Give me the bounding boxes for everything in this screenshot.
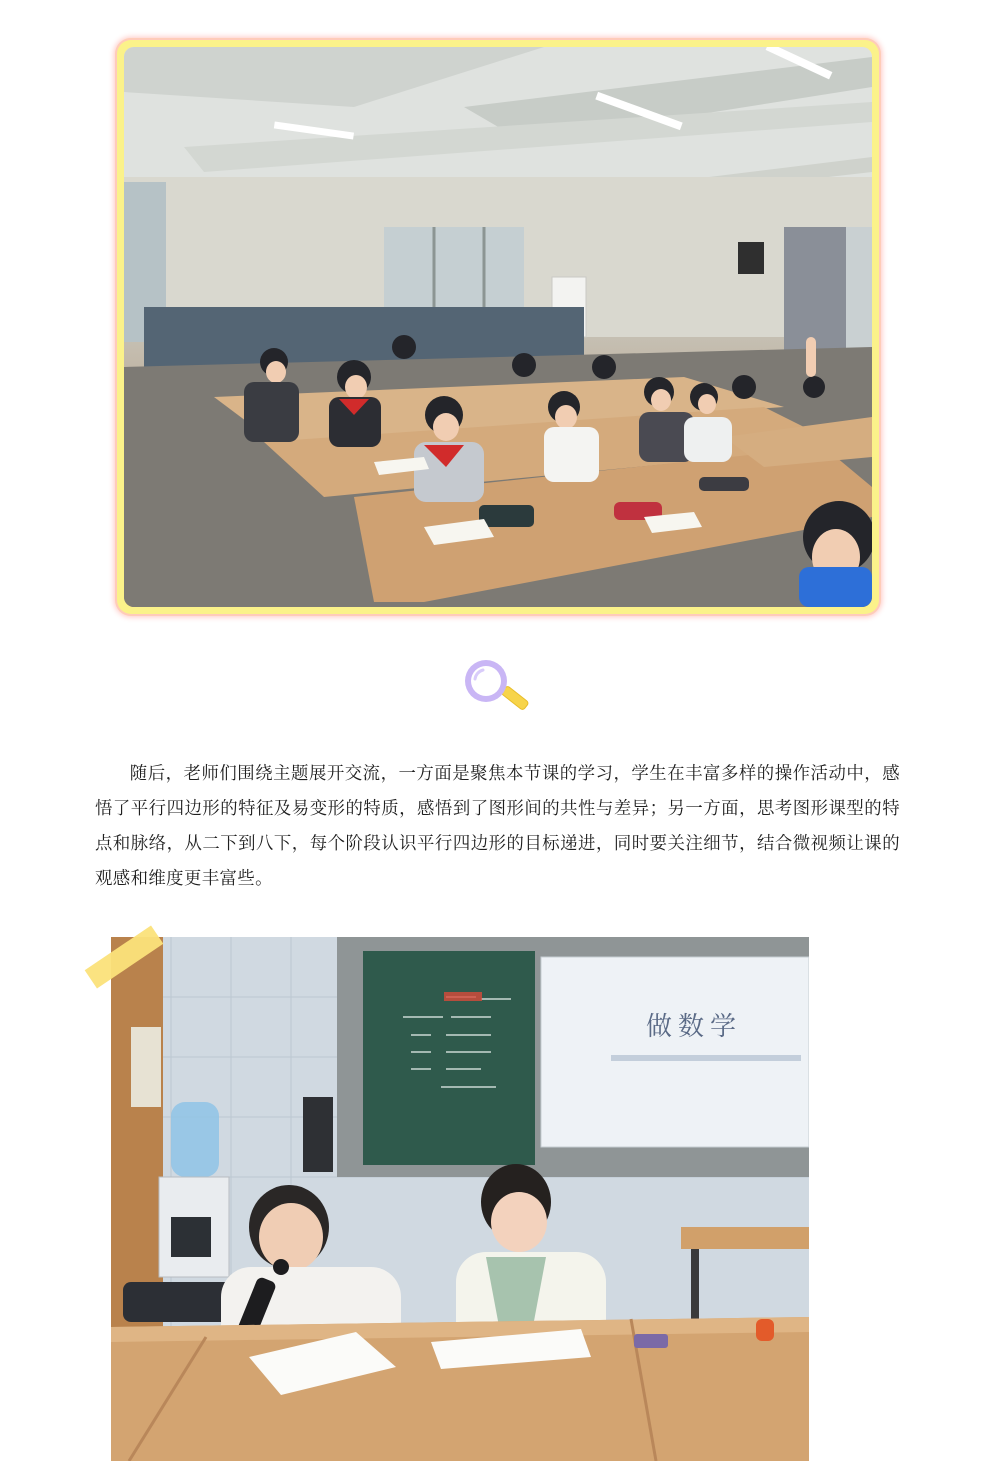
teachers-photo — [111, 937, 809, 1461]
magnifier-icon — [461, 657, 531, 719]
classroom-photo-illustration — [124, 47, 872, 607]
slide-title: 做数学 — [646, 1012, 743, 1042]
teachers-photo-illustration — [111, 937, 809, 1461]
classroom-photo — [124, 47, 872, 607]
body-paragraph: 随后，老师们围绕主题展开交流，一方面是聚焦本节课的学习，学生在丰富多样的操作活动中，感悟了平行四边形的特征及易变形的特质，感悟到了图形间的共性与差异；另一方面，思考图形课型的特点和脉络，从二下到八下，每个阶段认识平行四边形的目标递进，同时要关注细节，结合微视频让课的观感和维度更丰富些。 — [95, 764, 900, 889]
classroom-photo-frame — [117, 40, 879, 614]
